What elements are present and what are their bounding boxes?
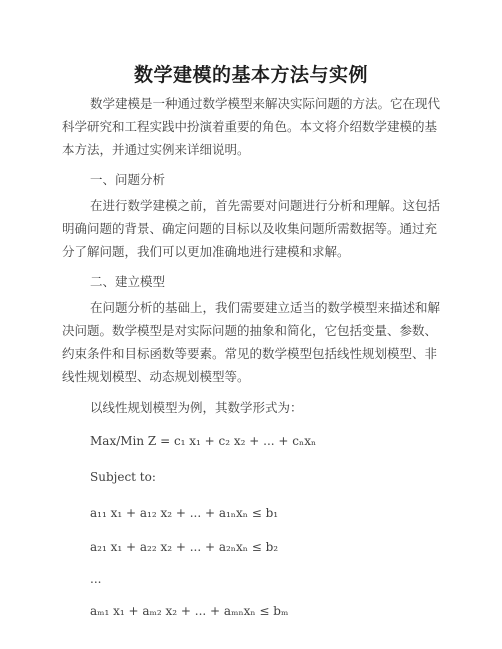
document-title: 数学建模的基本方法与实例	[133, 64, 368, 86]
section-body-problem-analysis: 在进行数学建模之前，首先需要对问题进行分析和理解。这包括明确问题的背景、确定问题的目标以及收集问题所需数据等。通过充分了解问题，我们可以更加准确地进行建模和求解。	[62, 198, 441, 259]
section-heading-build-model: 二、建立模型	[90, 274, 166, 289]
section-body-build-model: 在问题分析的基础上，我们需要建立适当的数学模型来描述和解决问题。数学模型是对实际问题的抽象和简化，它包括变量、参数、约束条件和目标函数等要素。常见的数学模型包括线性规划模型、非线性规划模型、动态规划模型等。	[62, 300, 441, 384]
constraint-ellipsis: ...	[90, 572, 102, 586]
example-intro: 以线性规划模型为例，其数学形式为：	[90, 400, 303, 415]
subject-to-label: Subject to:	[90, 470, 156, 484]
constraint-1: a₁₁ x₁ + a₁₂ x₂ + ... + a₁ₙxₙ ≤ b₁	[90, 506, 279, 520]
objective-function: Max/Min Z = c₁ x₁ + c₂ x₂ + ... + cₙxₙ	[90, 434, 317, 448]
constraint-2: a₂₁ x₁ + a₂₂ x₂ + ... + a₂ₙxₙ ≤ b₂	[90, 540, 279, 554]
section-heading-problem-analysis: 一、问题分析	[90, 172, 166, 187]
constraint-m: aₘ₁ x₁ + aₘ₂ x₂ + ... + aₘₙxₙ ≤ bₘ	[90, 604, 289, 618]
intro-paragraph: 数学建模是一种通过数学模型来解决实际问题的方法。它在现代科学研究和工程实践中扮演着重要的角色。本文将介绍数学建模的基本方法，并通过实例来详细说明。	[62, 96, 441, 157]
